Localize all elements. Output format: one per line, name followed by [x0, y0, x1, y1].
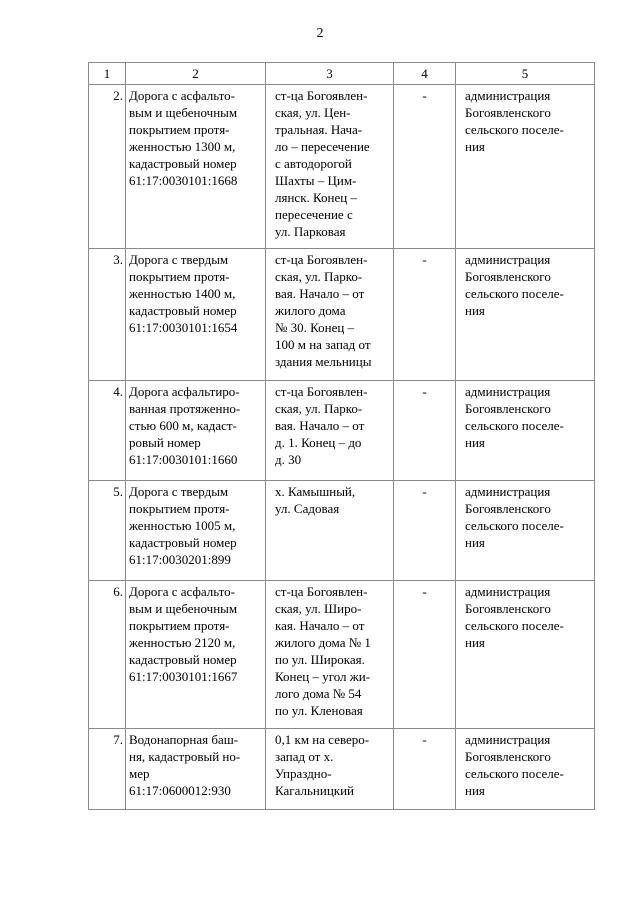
table-body — [89, 85, 595, 810]
owner-cell-line: ния — [465, 139, 485, 154]
owner-cell-line: ния — [465, 535, 485, 550]
owner-cell-line: администрация — [465, 584, 551, 599]
location-cell-line: 0,1 км на северо- — [275, 732, 370, 747]
location-cell-line: х. Камышный, — [275, 484, 356, 499]
row-number-cell: 2. — [89, 85, 126, 249]
object-name-cell-line: ня, кадастровый но- — [129, 749, 241, 764]
location-cell-line: ская, ул. Широ- — [275, 601, 362, 616]
location-cell-line: ская, ул. Цен- — [275, 105, 351, 120]
object-name-cell-line: 61:17:0030201:899 — [129, 552, 231, 567]
location-cell-line: жилого дома — [275, 303, 346, 318]
page-number: 2 — [316, 26, 324, 41]
object-name-cell-line: кадастровый номер — [129, 535, 237, 550]
object-name-cell-line: Дорога с асфальто- — [129, 88, 236, 103]
owner-cell-line: ния — [465, 783, 485, 798]
object-name-cell — [126, 729, 266, 810]
table-row — [89, 249, 595, 381]
object-name-cell-line: кадастровый номер — [129, 303, 237, 318]
object-name-cell — [126, 581, 266, 729]
object-name-cell-line: женностью 1300 м, — [129, 139, 236, 154]
object-name-cell-line: мер — [129, 766, 150, 781]
owner-cell-line: Богоявленского — [465, 749, 551, 764]
location-cell-line: ская, ул. Парко- — [275, 401, 363, 416]
location-cell-line: здания мельницы — [275, 354, 372, 369]
owner-cell — [456, 249, 595, 381]
location-cell — [266, 85, 394, 249]
location-cell-line: вая. Начало – от — [275, 418, 365, 433]
column-header-2: 2 — [126, 63, 266, 85]
object-name-cell-line: вым и щебеночным — [129, 105, 238, 120]
object-name-cell-line: 61:17:0030101:1667 — [129, 669, 238, 684]
location-cell-line: Шахты – Цим- — [275, 173, 357, 188]
object-name-cell-line: покрытием протя- — [129, 501, 230, 516]
owner-cell-line: сельского поселе- — [465, 766, 564, 781]
location-cell-line: ул. Садовая — [275, 501, 340, 516]
object-name-cell-line: Водонапорная баш- — [129, 732, 239, 747]
object-name-cell-line: Дорога с асфальто- — [129, 584, 236, 599]
object-name-cell-line: вым и щебеночным — [129, 601, 238, 616]
location-cell-line: № 30. Конец – — [275, 320, 355, 335]
object-name-cell-line: женностью 1400 м, — [129, 286, 236, 301]
encumbrance-cell: - — [394, 381, 456, 481]
table-row — [89, 729, 595, 810]
column-header-1: 1 — [89, 63, 126, 85]
column-header-5: 5 — [456, 63, 595, 85]
owner-cell-line: администрация — [465, 732, 551, 747]
location-cell-line: вая. Начало – от — [275, 286, 365, 301]
location-cell-line: Кагальницкий — [275, 783, 355, 798]
object-name-cell-line: покрытием протя- — [129, 618, 230, 633]
object-name-cell-line: 61:17:0600012:930 — [129, 783, 231, 798]
location-cell-line: Конец – угол жи- — [275, 669, 371, 684]
table-row — [89, 481, 595, 581]
location-cell-line: Упраздно- — [275, 766, 332, 781]
table-header-row — [89, 63, 595, 85]
object-name-cell-line: покрытием протя- — [129, 269, 230, 284]
location-cell — [266, 381, 394, 481]
owner-cell-line: администрация — [465, 252, 551, 267]
owner-cell-line: сельского поселе- — [465, 418, 564, 433]
location-cell-line: кая. Начало – от — [275, 618, 365, 633]
owner-cell-line: Богоявленского — [465, 401, 551, 416]
location-cell — [266, 481, 394, 581]
object-name-cell-line: женностью 2120 м, — [129, 635, 236, 650]
object-name-cell-line: стью 600 м, кадаст- — [129, 418, 237, 433]
owner-cell-line: ния — [465, 635, 485, 650]
owner-cell-line: Богоявленского — [465, 501, 551, 516]
location-cell-line: запад от х. — [275, 749, 334, 764]
owner-cell — [456, 481, 595, 581]
owner-cell-line: администрация — [465, 384, 551, 399]
object-name-cell-line: Дорога асфальтиро- — [129, 384, 240, 399]
owner-cell — [456, 85, 595, 249]
table-row — [89, 581, 595, 729]
object-name-cell — [126, 481, 266, 581]
object-name-cell — [126, 85, 266, 249]
location-cell-line: лого дома № 54 — [275, 686, 362, 701]
owner-cell-line: администрация — [465, 484, 551, 499]
location-cell-line: по ул. Широкая. — [275, 652, 365, 667]
owner-cell — [456, 581, 595, 729]
column-header-4: 4 — [394, 63, 456, 85]
location-cell-line: ст-ца Богоявлен- — [275, 88, 368, 103]
object-name-cell — [126, 381, 266, 481]
encumbrance-cell: - — [394, 249, 456, 381]
owner-cell-line: сельского поселе- — [465, 618, 564, 633]
object-name-cell-line: женностью 1005 м, — [129, 518, 236, 533]
property-registry-table — [88, 62, 595, 810]
owner-cell-line: Богоявленского — [465, 105, 551, 120]
encumbrance-cell: - — [394, 581, 456, 729]
encumbrance-cell: - — [394, 481, 456, 581]
table-row — [89, 381, 595, 481]
owner-cell-line: сельского поселе- — [465, 286, 564, 301]
location-cell-line: 100 м на запад от — [275, 337, 371, 352]
row-number-cell: 3. — [89, 249, 126, 381]
owner-cell-line: Богоявленского — [465, 601, 551, 616]
location-cell-line: по ул. Кленовая — [275, 703, 363, 718]
table-row — [89, 85, 595, 249]
row-number-cell: 5. — [89, 481, 126, 581]
column-header-3: 3 — [266, 63, 394, 85]
encumbrance-cell: - — [394, 85, 456, 249]
location-cell-line: ул. Парковая — [275, 224, 346, 239]
location-cell-line: лянск. Конец – — [275, 190, 357, 205]
owner-cell — [456, 729, 595, 810]
object-name-cell-line: ровый номер — [129, 435, 201, 450]
location-cell-line: ло – пересечение — [275, 139, 370, 154]
row-number-cell: 6. — [89, 581, 126, 729]
location-cell-line: ст-ца Богоявлен- — [275, 584, 368, 599]
location-cell-line: жилого дома № 1 — [275, 635, 371, 650]
object-name-cell-line: Дорога с твердым — [129, 252, 229, 267]
object-name-cell — [126, 249, 266, 381]
location-cell — [266, 729, 394, 810]
encumbrance-cell: - — [394, 729, 456, 810]
owner-cell-line: ния — [465, 303, 485, 318]
object-name-cell-line: кадастровый номер — [129, 156, 237, 171]
object-name-cell-line: Дорога с твердым — [129, 484, 229, 499]
object-name-cell-line: 61:17:0030101:1668 — [129, 173, 238, 188]
location-cell-line: ст-ца Богоявлен- — [275, 384, 368, 399]
row-number-cell: 4. — [89, 381, 126, 481]
owner-cell-line: администрация — [465, 88, 551, 103]
location-cell-line: д. 30 — [275, 452, 302, 467]
location-cell-line: тральная. Нача- — [275, 122, 363, 137]
owner-cell-line: сельского поселе- — [465, 518, 564, 533]
object-name-cell-line: ванная протяженно- — [129, 401, 241, 416]
location-cell-line: с автодорогой — [275, 156, 352, 171]
row-number-cell: 7. — [89, 729, 126, 810]
location-cell — [266, 581, 394, 729]
location-cell-line: д. 1. Конец – до — [275, 435, 362, 450]
location-cell — [266, 249, 394, 381]
owner-cell-line: Богоявленского — [465, 269, 551, 284]
location-cell-line: пересечение с — [275, 207, 353, 222]
owner-cell-line: сельского поселе- — [465, 122, 564, 137]
object-name-cell-line: 61:17:0030101:1660 — [129, 452, 238, 467]
object-name-cell-line: кадастровый номер — [129, 652, 237, 667]
object-name-cell-line: покрытием протя- — [129, 122, 230, 137]
location-cell-line: ская, ул. Парко- — [275, 269, 363, 284]
location-cell-line: ст-ца Богоявлен- — [275, 252, 368, 267]
object-name-cell-line: 61:17:0030101:1654 — [129, 320, 238, 335]
owner-cell — [456, 381, 595, 481]
owner-cell-line: ния — [465, 435, 485, 450]
